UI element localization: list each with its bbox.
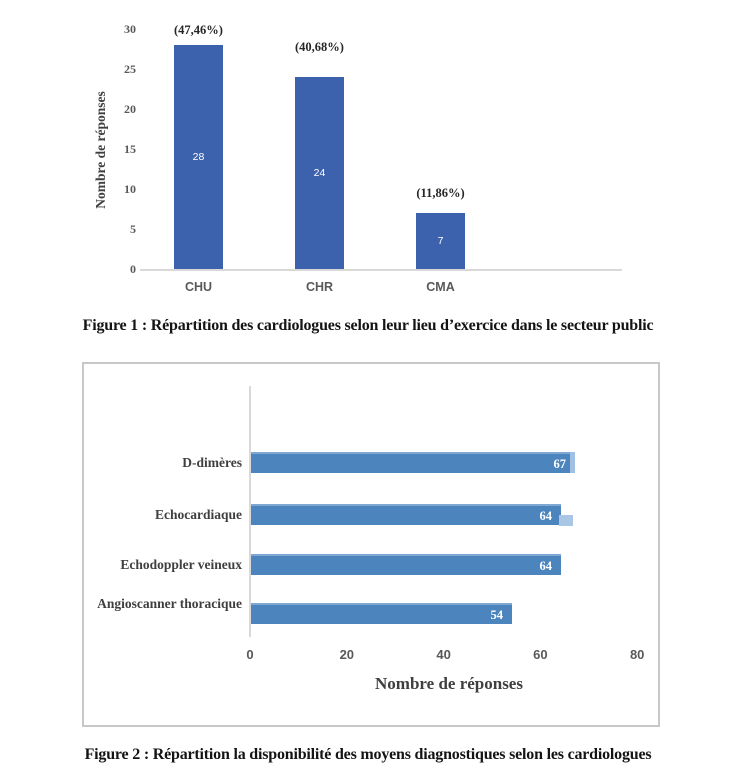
bar-percent-label: (11,86%) (416, 186, 465, 200)
bar-angioscanner-thoracique (251, 603, 512, 624)
x-axis-line (140, 269, 622, 271)
category-label-cma: CMA (426, 280, 455, 294)
y-tick-label: 25 (124, 62, 136, 76)
x-axis-title: Nombre de réponses (375, 674, 523, 693)
figure1-caption: Figure 1 : Répartition des cardiologues selon leur lieu d’exercice dans le secteur public (82, 317, 654, 334)
figure2-caption: Figure 2 : Répartition la disponibilité des moyens diagnostiques selon les cardiologues (84, 746, 652, 763)
y-tick-label: 20 (124, 102, 136, 116)
category-label-chr: CHR (305, 280, 334, 294)
x-tick-label: 40 (436, 647, 451, 662)
y-tick-label: 0 (130, 262, 136, 276)
bar-value-label: 24 (313, 167, 326, 179)
bar-value-label: 54 (490, 608, 503, 622)
bar-shadow-artifact (559, 515, 573, 526)
bar-percent-label: (40,68%) (295, 40, 344, 54)
bar-value-label: 64 (539, 559, 552, 573)
figure1-chart (0, 0, 736, 300)
bar-value-label: 28 (192, 151, 205, 163)
x-tick-label: 80 (629, 647, 645, 662)
y-tick-label: 10 (124, 182, 136, 196)
x-tick-label: 20 (339, 647, 355, 662)
category-label-echodoppler-veineux: Echodoppler veineux (120, 556, 242, 572)
bar-value-label: 67 (553, 457, 566, 471)
category-label-chu: CHU (184, 280, 213, 294)
category-label-angioscanner-thoracique: Angioscanner thoracique (97, 595, 242, 611)
bar-echocardiaque (251, 504, 561, 525)
figure2-panel (82, 362, 660, 727)
bar-echodoppler-veineux (251, 554, 561, 575)
bar-value-label: 64 (539, 509, 552, 523)
y-axis-title: Nombre de réponses (93, 91, 108, 209)
bar-highlight-tip (570, 452, 575, 473)
x-tick-label: 60 (533, 647, 548, 662)
y-tick-label: 30 (124, 22, 136, 36)
category-label-d-dim-res: D-dimères (182, 454, 242, 470)
bar-d-dim-res (251, 452, 575, 473)
bar-value-label: 7 (437, 235, 444, 247)
y-tick-label: 5 (130, 222, 136, 236)
category-label-echocardiaque: Echocardiaque (154, 506, 242, 522)
y-tick-label: 15 (124, 142, 136, 156)
x-tick-label: 0 (246, 647, 254, 662)
bar-percent-label: (47,46%) (174, 23, 223, 37)
